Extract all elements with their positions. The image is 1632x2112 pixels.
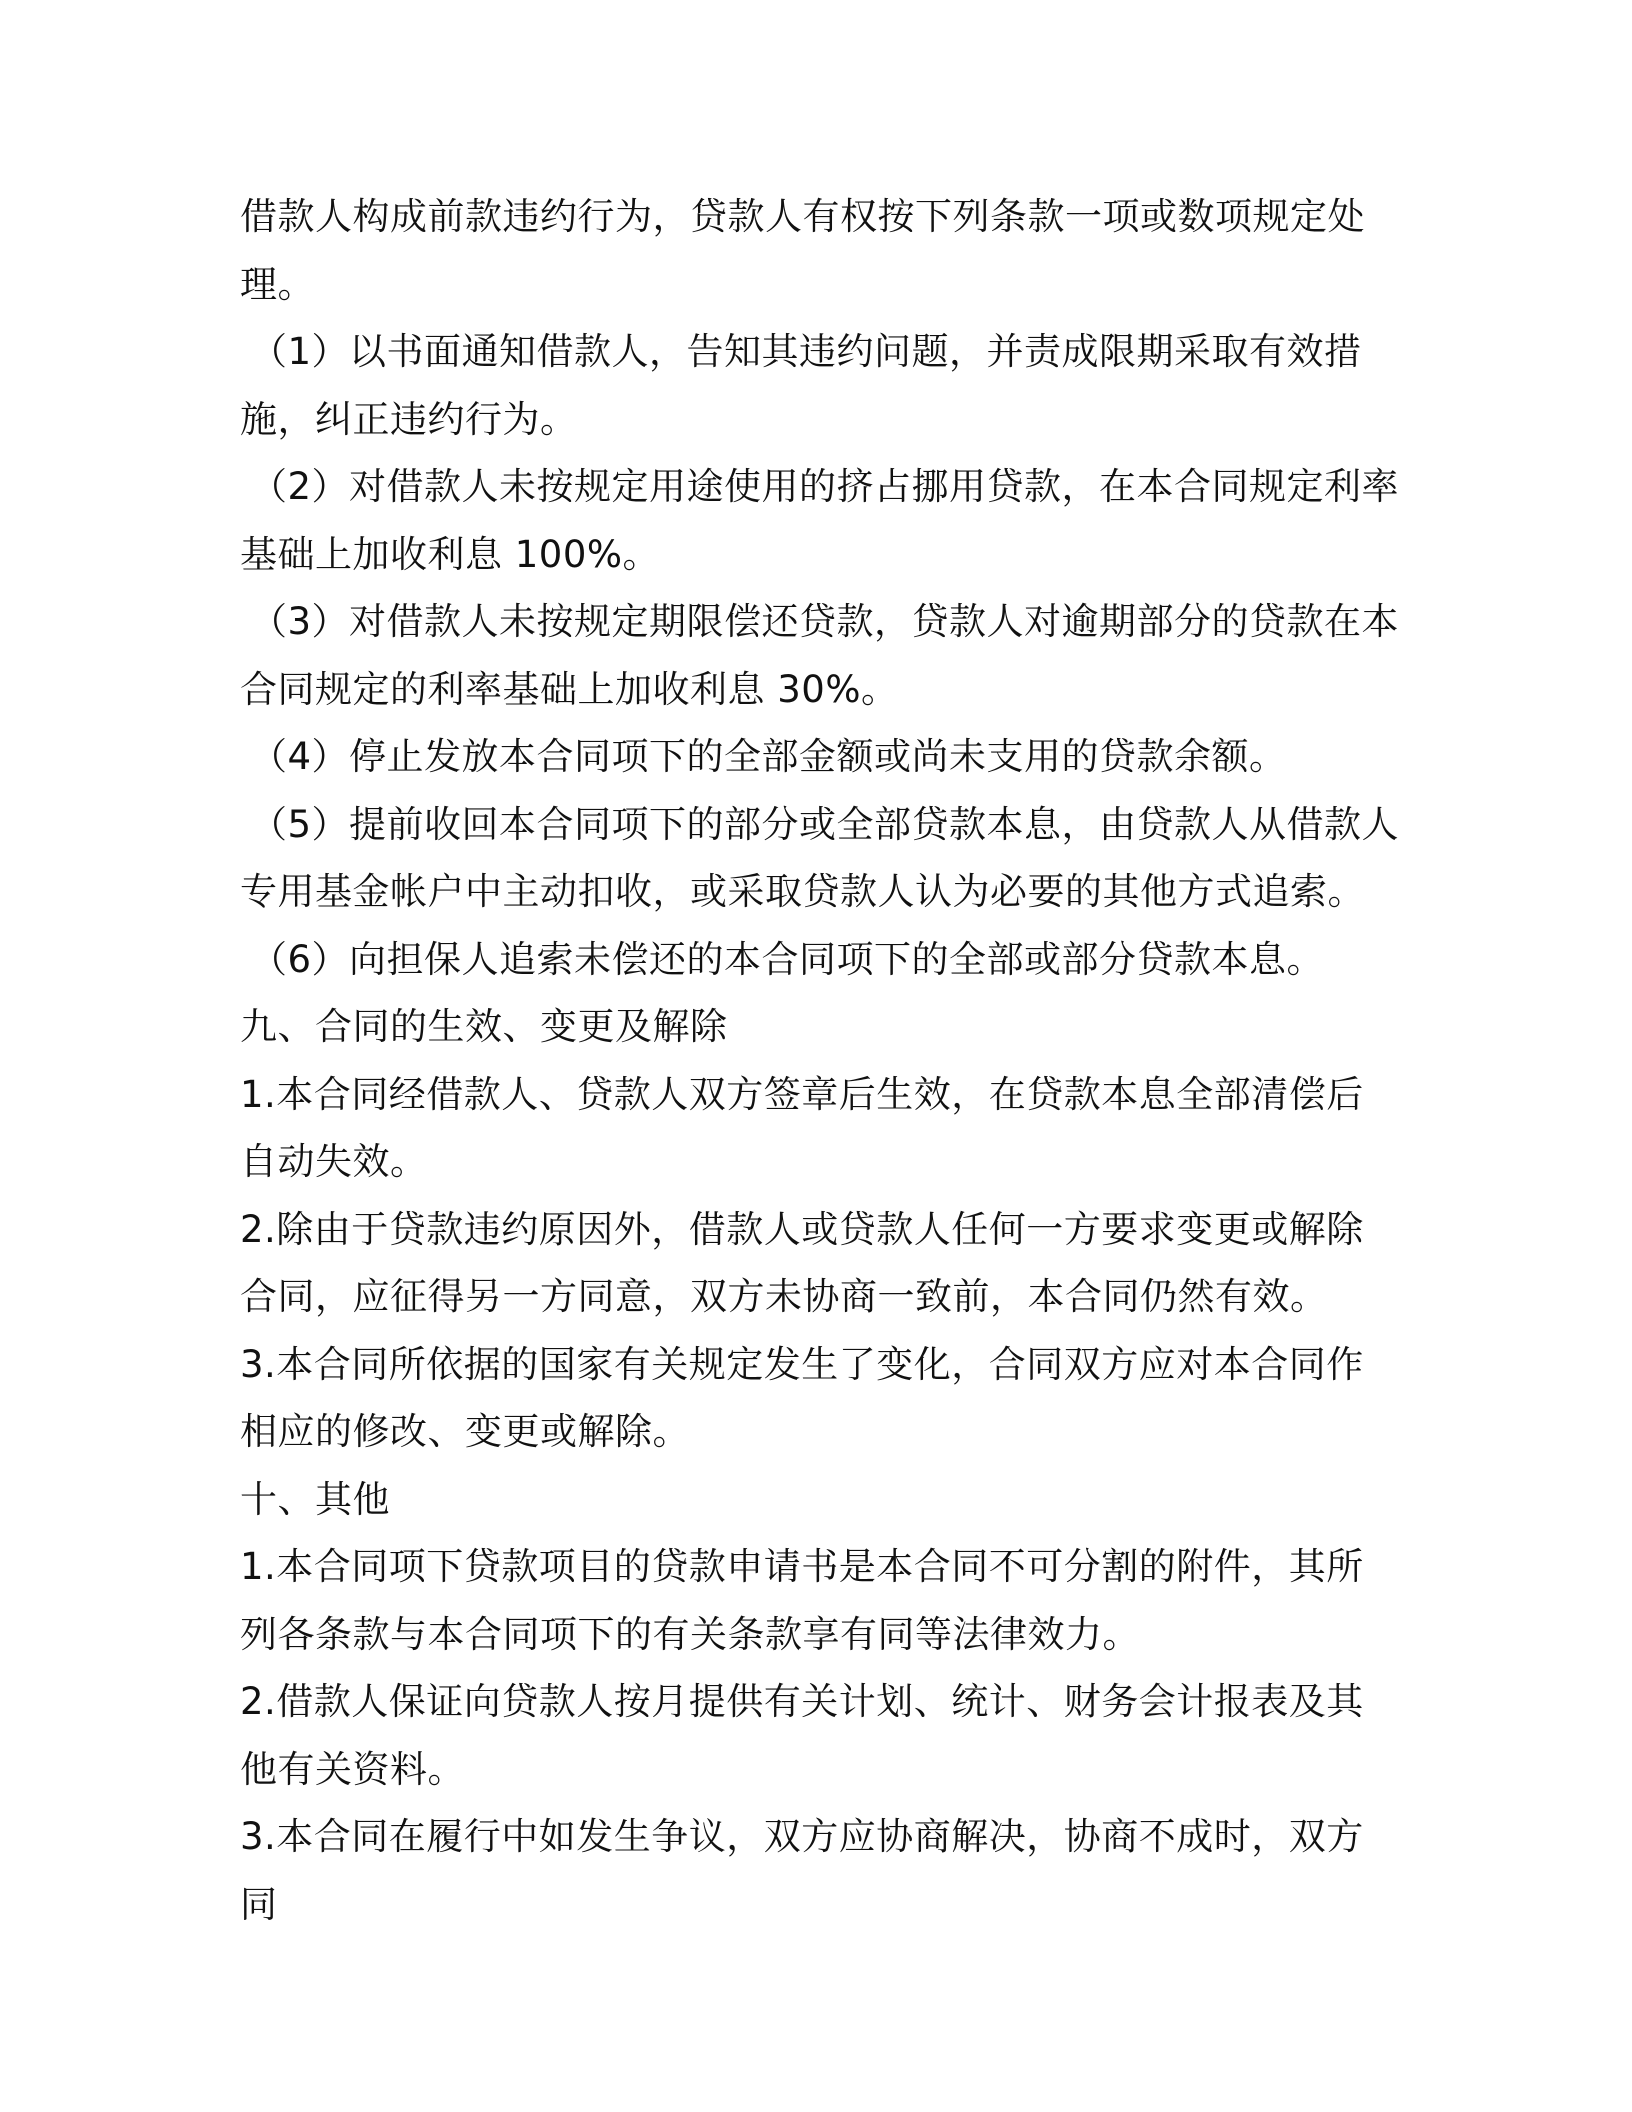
paragraph-item-6: （6）向担保人追索未偿还的本合同项下的全部或部分贷款本息。 — [250, 937, 1325, 981]
paragraph-item-1: （1）以书面通知借款人，告知其违约问题，并责成限期采取有效措施，纠正违约行为。 — [240, 330, 1362, 441]
paragraph-9-3: 3.本合同所依据的国家有关规定发生了变化，合同双方应对本合同作相应的修改、变更或解除。 — [240, 1342, 1364, 1453]
document-body — [240, 183, 1400, 1938]
paragraph-9-1: 1.本合同经借款人、贷款人双方签章后生效，在贷款本息全部清偿后自动失效。 — [240, 1072, 1364, 1183]
paragraph-intro: 借款人构成前款违约行为，贷款人有权按下列条款一项或数项规定处理。 — [240, 195, 1365, 306]
section-heading-10: 十、其他 — [240, 1477, 390, 1521]
paragraph-item-4: （4）停止发放本合同项下的全部金额或尚未支用的贷款余额。 — [250, 735, 1287, 778]
paragraph-10-1: 1.本合同项下贷款项目的贷款申请书是本合同不可分割的附件，其所列各条款与本合同项下的有关条款享有同等法律效力。 — [240, 1545, 1364, 1656]
paragraph-item-5: （5）提前收回本合同项下的部分或全部贷款本息，由贷款人从借款人专用基金帐户中主动扣收，或采取贷款人认为必要的其他方式追索。 — [240, 802, 1400, 913]
paragraph-10-2: 2.借款人保证向贷款人按月提供有关计划、统计、财务会计报表及其他有关资料。 — [240, 1680, 1364, 1791]
section-heading-9: 九、合同的生效、变更及解除 — [240, 1005, 728, 1048]
paragraph-item-2: （2）对借款人未按规定用途使用的挤占挪用贷款，在本合同规定利率基础上加收利息 100%。 — [240, 465, 1400, 576]
paragraph-9-2: 2.除由于贷款违约原因外，借款人或贷款人任何一方要求变更或解除合同，应征得另一方同意，双方未协商一致前，本合同仍然有效。 — [240, 1207, 1364, 1318]
paragraph-item-3: （3）对借款人未按规定期限偿还贷款，贷款人对逾期部分的贷款在本合同规定的利率基础上加收利息 30%。 — [240, 600, 1400, 711]
paragraph-10-3: 3.本合同在履行中如发生争议，双方应协商解决，协商不成时，双方同 — [240, 1815, 1364, 1926]
